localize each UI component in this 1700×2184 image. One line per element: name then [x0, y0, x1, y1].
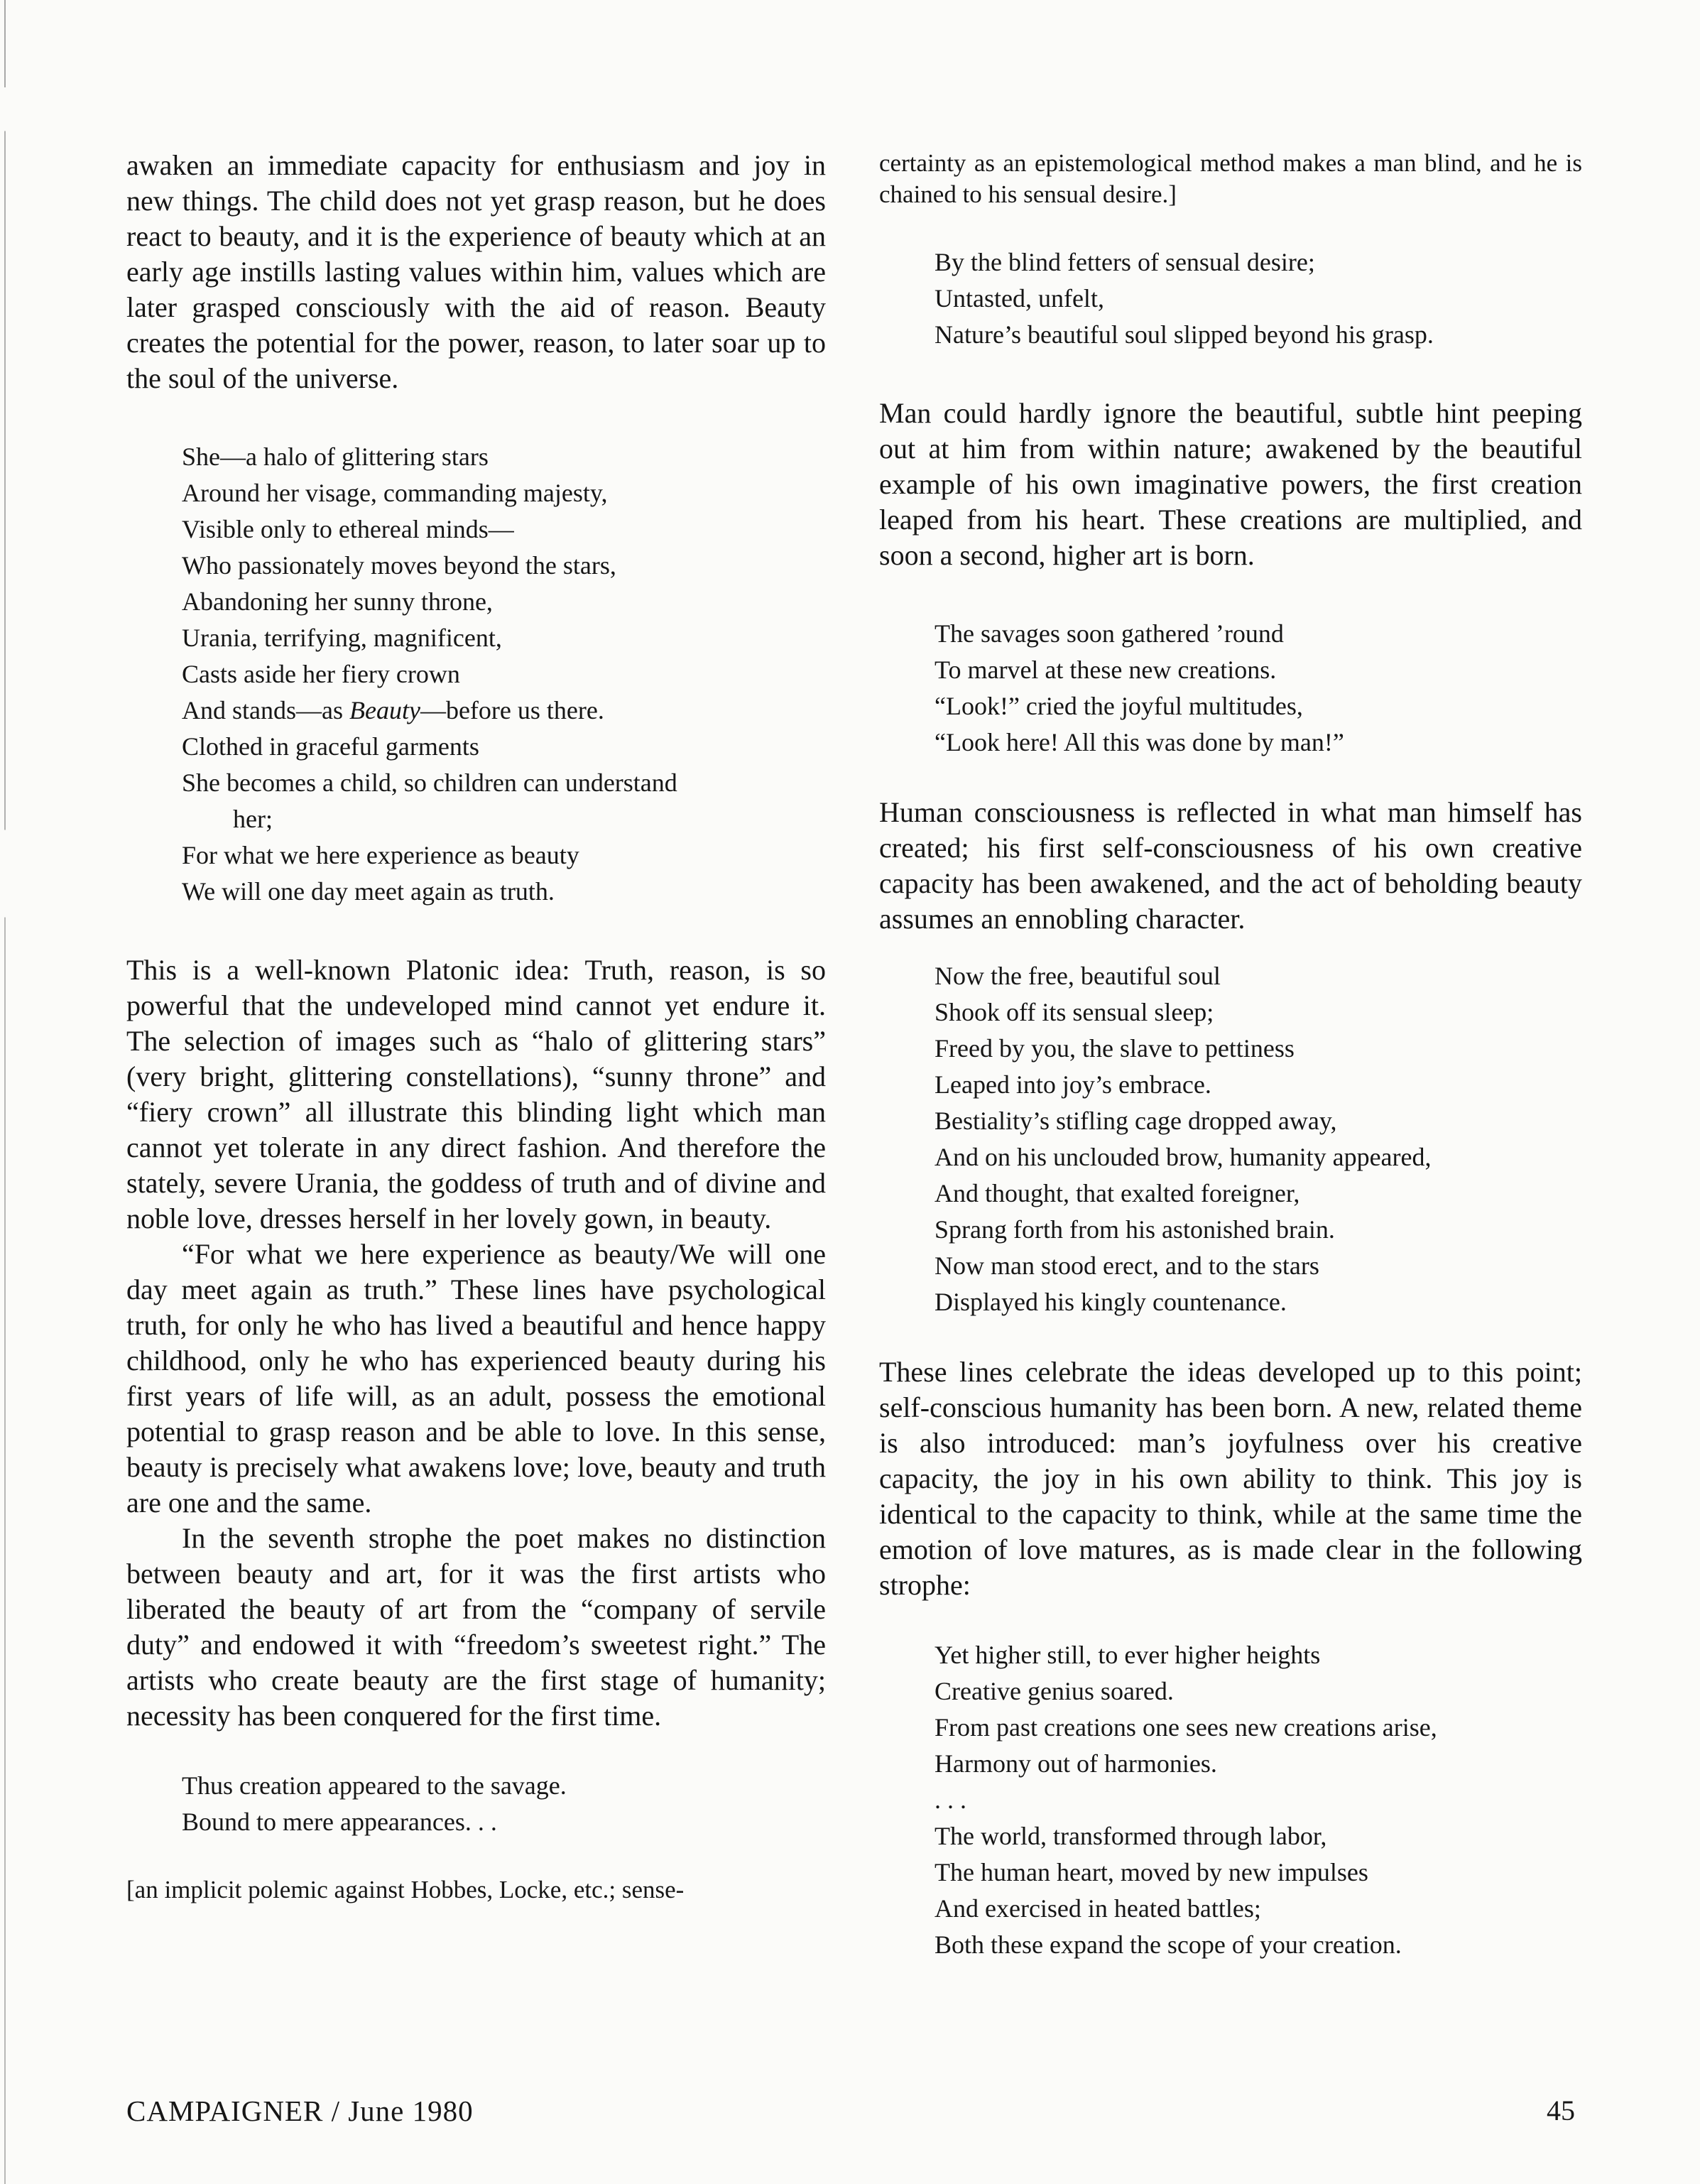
verse-line: For what we here experience as beauty [182, 841, 579, 869]
verse-text: And stands—as [182, 696, 349, 724]
verse-line-continuation: her; [233, 805, 273, 833]
poem-stanza [126, 439, 826, 910]
verse-line: Now man stood erect, and to the stars [935, 1251, 1319, 1280]
paragraph: This is a well-known Platonic idea: Truth, reason, is so powerful that the undeveloped mind cannot yet endure it. The selection of images such as “halo of glittering stars” (very bright, glittering constellations), “sunny throne” and “fiery crown” all illustrate this blinding light which man cannot yet tolerate in any direct fashion. And therefore the stately, severe Urania, the goddess of truth and of divine and noble love, dresses herself in her lovely gown, in beauty. [126, 954, 826, 1234]
verse-line: Visible only to ethereal minds— [182, 515, 514, 543]
verse-line: From past creations one sees new creations arise, [935, 1713, 1437, 1742]
publication-footer: CAMPAIGNER / June 1980 [126, 2095, 474, 2127]
verse-line: The savages soon gathered ’round [935, 619, 1284, 648]
verse-line: Now the free, beautiful soul [935, 962, 1221, 990]
verse-line: And exercised in heated battles; [935, 1894, 1261, 1923]
left-column [126, 148, 826, 1906]
verse-emphasis: Beauty [349, 696, 420, 724]
verse-line: Clothed in graceful garments [182, 732, 479, 761]
poem-stanza [879, 1637, 1582, 1963]
verse-line: Harmony out of harmonies. [935, 1749, 1217, 1778]
verse-line: Displayed his kingly countenance. [935, 1288, 1287, 1316]
verse-line: She—a halo of glittering stars [182, 442, 489, 471]
verse-line: Shook off its sensual sleep; [935, 998, 1214, 1026]
verse-line: Around her visage, commanding majesty, [182, 479, 608, 507]
verse-line: Nature’s beautiful soul slipped beyond his grasp. [935, 320, 1434, 349]
poem-stanza [879, 958, 1582, 1320]
paragraph: awaken an immediate capacity for enthusiasm and joy in new things. The child does not yet grasp reason, but he does react to beauty, and it is the experience of beauty which at an early age instills lasting values within him, values which are later grasped consciously with the aid of reason. Beauty creates the potential for the power, reason, to later soar up to the soul of the universe. [126, 149, 826, 394]
verse-line: We will one day meet again as truth. [182, 877, 555, 906]
right-column [879, 148, 1582, 1963]
bracketed-note: certainty as an epistemological method makes a man blind, and he is chained to his sensual desire.] [879, 149, 1582, 208]
verse-line: Urania, terrifying, magnificent, [182, 624, 502, 652]
poem-stanza [879, 616, 1582, 761]
bracketed-note: [an implicit polemic against Hobbes, Locke, etc.; sense- [126, 1876, 685, 1903]
verse-line: “Look here! All this was done by man!” [935, 728, 1344, 756]
verse-line: Sprang forth from his astonished brain. [935, 1215, 1335, 1244]
verse-line: Who passionately moves beyond the stars, [182, 551, 616, 580]
verse-ellipsis: . . . [935, 1786, 966, 1814]
verse-line: Freed by you, the slave to pettiness [935, 1034, 1295, 1063]
verse-line: Casts aside her fiery crown [182, 660, 460, 688]
verse-line: Abandoning her sunny throne, [182, 587, 493, 616]
paragraph: Human consciousness is reflected in what man himself has created; his first self-consciousness of his own creative capacity has been awakened, and the act of beholding beauty assumes an ennobling character. [879, 796, 1582, 935]
verse-line: Both these expand the scope of your creation. [935, 1930, 1402, 1959]
verse-line: “Look!” cried the joyful multitudes, [935, 692, 1303, 720]
verse-line: To marvel at these new creations. [935, 656, 1277, 684]
paragraph: “For what we here experience as beauty/We will one day meet again as truth.” These lines have psychological truth, for only he who has lived a beautiful and hence happy childhood, only he who has experienced beauty during his first years of life will, as an adult, possess the emotional potential to grasp reason and be able to love. In this sense, beauty is precisely what awakens love; love, beauty and truth are one and the same. [126, 1238, 826, 1519]
verse-line: The human heart, moved by new impulses [935, 1858, 1368, 1886]
verse-line: Bestiality’s stifling cage dropped away, [935, 1107, 1337, 1135]
verse-line [182, 692, 826, 729]
paragraph: These lines celebrate the ideas developed up to this point; self-conscious humanity has been born. A new, related theme is also introduced: man’s joyfulness over his creative capacity, the joy in his own ability to think. This joy is identical to the capacity to think, while at the same time the emotion of love matures, as is made clear in the following strophe: [879, 1356, 1582, 1601]
paragraph: In the seventh strophe the poet makes no distinction between beauty and art, for it was the first artists who liberated the beauty of art from the “company of servile duty” and endowed it with “freedom’s sweetest right.” The artists who create beauty are the first stage of humanity; necessity has been conquered for the first time. [126, 1522, 826, 1732]
verse-line: Yet higher still, to ever higher heights [935, 1641, 1321, 1669]
verse-line: Leaped into joy’s embrace. [935, 1070, 1211, 1099]
verse-line: She becomes a child, so children can understand [182, 768, 677, 797]
verse-line: Creative genius soared. [935, 1677, 1174, 1705]
verse-line: Bound to mere appearances. . . [182, 1808, 497, 1836]
verse-line: Thus creation appeared to the savage. [182, 1771, 567, 1800]
page-number: 45 [1547, 2095, 1575, 2126]
verse-text: —before us there. [420, 696, 604, 724]
verse-line: And thought, that exalted foreigner, [935, 1179, 1300, 1207]
poem-stanza [126, 1768, 826, 1840]
verse-line: By the blind fetters of sensual desire; [935, 248, 1315, 276]
verse-line: The world, transformed through labor, [935, 1822, 1327, 1850]
page-edge-mark [4, 0, 6, 2184]
verse-line: Untasted, unfelt, [935, 284, 1104, 313]
poem-stanza [879, 244, 1582, 353]
verse-line: And on his unclouded brow, humanity appeared, [935, 1143, 1432, 1171]
paragraph: Man could hardly ignore the beautiful, subtle hint peeping out at him from within nature; awakened by the beautiful example of his own imaginative powers, the first creation leaped from his heart. These creations are multiplied, and soon a second, higher art is born. [879, 397, 1582, 571]
